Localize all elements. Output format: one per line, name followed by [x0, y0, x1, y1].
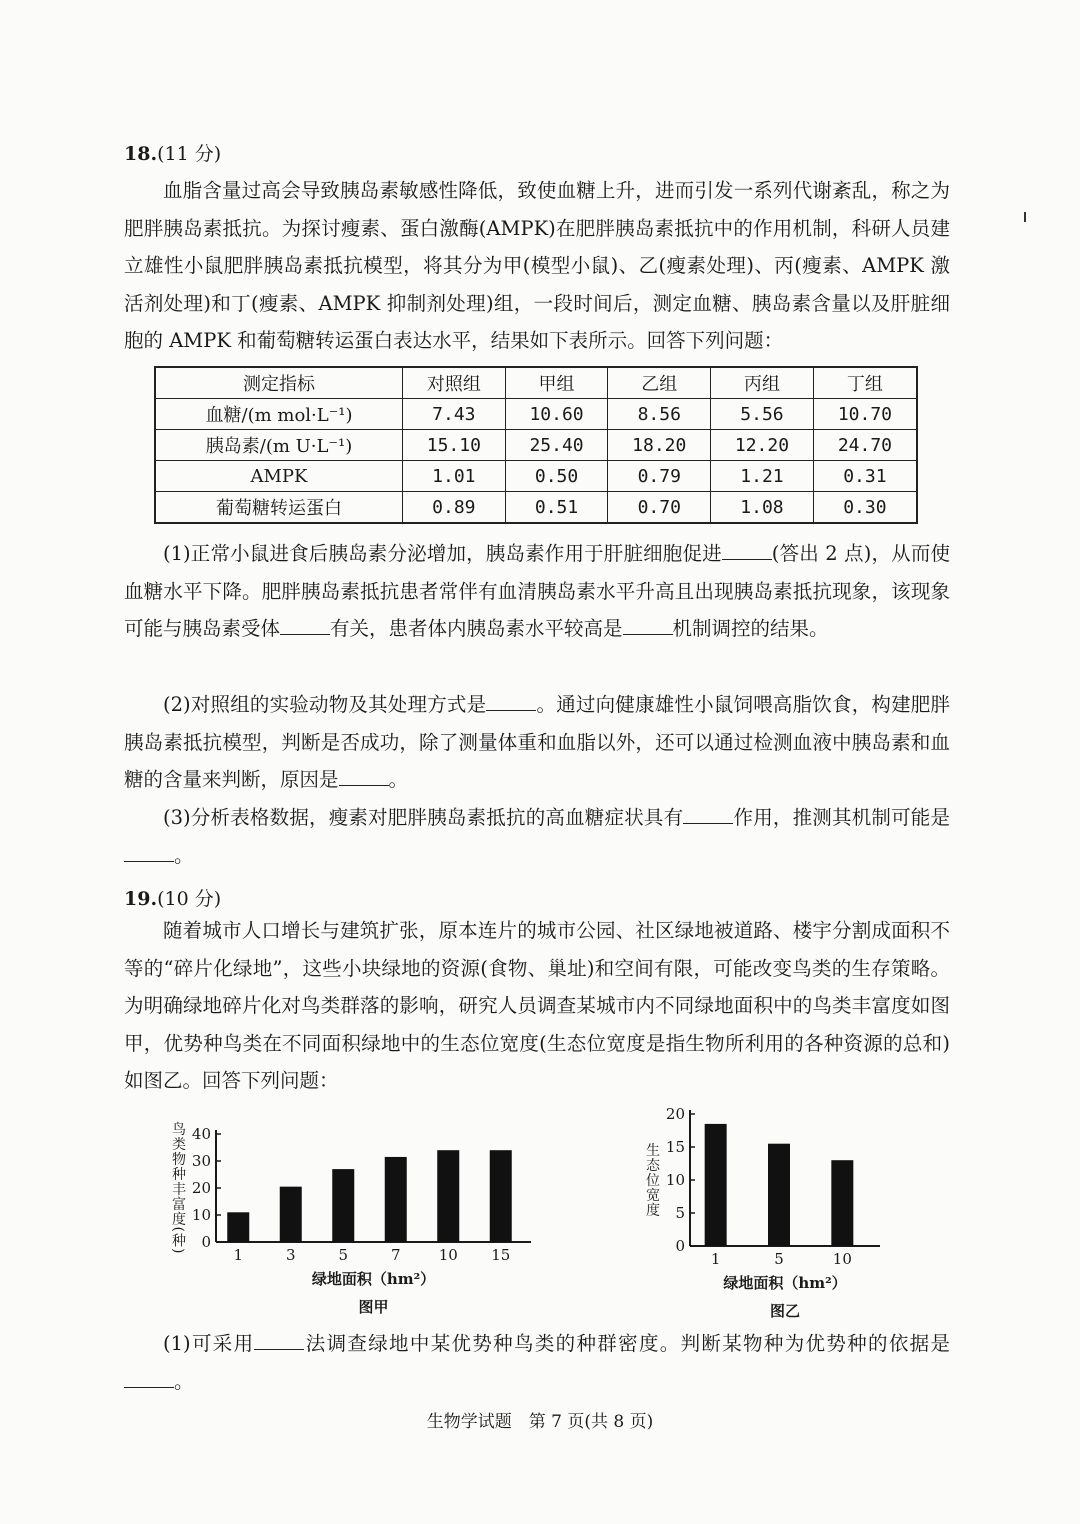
x-tick-label: 1 — [710, 1250, 721, 1268]
subquestion-18-1 — [124, 535, 950, 648]
x-tick-label: 5 — [338, 1246, 349, 1264]
table-header-cell: 测定指标 — [155, 367, 403, 399]
answer-blank[interactable] — [280, 616, 330, 635]
table-row — [155, 461, 917, 492]
answer-blank[interactable] — [722, 541, 772, 560]
question-number: 19. — [124, 888, 158, 910]
subquestion-18-2 — [124, 686, 950, 799]
table-header-cell: 甲组 — [505, 367, 608, 399]
answer-blank[interactable] — [124, 843, 174, 862]
table-row — [155, 430, 917, 461]
table-header-cell: 丁组 — [813, 367, 917, 399]
page-footer: 生物学试题 第 7 页(共 8 页) — [426, 1412, 654, 1432]
x-tick-label: 15 — [491, 1246, 511, 1264]
text-run: 。通过向健康雄性小鼠饲喂高脂饮食，构建肥胖胰岛素抵抗模型，判断是否成功，除了测量体重和血脂以外，还可以通过检测血液中胰岛素和血糖的含量来判断，原因是 — [124, 693, 950, 792]
row-label: 血糖/(m mol·L⁻¹) — [155, 399, 403, 430]
text-run: 有关，患者体内胰岛素水平较高是 — [330, 617, 623, 641]
table-cell: 0.51 — [505, 492, 608, 524]
answer-blank[interactable] — [254, 1331, 304, 1350]
y-tick-label: 0 — [675, 1237, 685, 1255]
answer-blank[interactable] — [486, 692, 536, 711]
bar — [332, 1169, 354, 1242]
table-cell: 5.56 — [711, 399, 814, 430]
question-score: (10 分) — [157, 888, 222, 910]
text-run: (2)对照组的实验动物及其处理方式是 — [163, 693, 487, 716]
x-axis-label: 绿地面积（hm²） — [311, 1270, 436, 1288]
margin-mark — [1024, 212, 1026, 222]
y-tick-label: 5 — [675, 1204, 685, 1222]
y-tick-label: 20 — [191, 1179, 211, 1197]
subquestion-19-1 — [124, 1325, 950, 1400]
bar — [768, 1144, 790, 1246]
bar — [385, 1157, 407, 1242]
question-18-heading — [124, 139, 221, 166]
question-18-intro: 血脂含量过高会导致胰岛素敏感性降低，致使血糖上升，进而引发一系列代谢紊乱，称之为肥胖胰岛素抵抗。为探讨瘦素、蛋白激酶(AMPK)在肥胖胰岛素抵抗中的作用机制，科研人员建立雄性小鼠肥胖胰岛素抵抗模型，将其分为甲(模型小鼠)、乙(瘦素处理)、丙(瘦素、AMPK 激活剂处理)和丁(瘦素、AMPK 抑制剂处理)组，一段时间后，测定血糖、胰岛素含量以及肝脏细胞的 AMPK 和葡萄糖转运蛋白表达水平，结果如下表所示。回答下列问题： — [124, 179, 950, 353]
bar — [705, 1124, 727, 1246]
table-cell: 15.10 — [403, 430, 506, 461]
row-label: 葡萄糖转运蛋白 — [155, 492, 403, 524]
question-number: 18. — [124, 143, 158, 165]
text-run: 机制调控的结果。 — [672, 617, 829, 641]
chart-jia — [160, 1106, 560, 1316]
answer-blank[interactable] — [339, 767, 389, 786]
table-cell: 0.89 — [403, 492, 506, 524]
table-cell: 1.01 — [403, 461, 506, 492]
text-run: 。 — [174, 843, 194, 867]
y-tick-label: 20 — [665, 1105, 685, 1123]
table-cell: 10.70 — [813, 399, 917, 430]
bar — [437, 1150, 459, 1242]
x-axis-label: 绿地面积（hm²） — [723, 1274, 847, 1292]
table-header-row — [155, 367, 917, 399]
row-label: AMPK — [155, 461, 403, 492]
row-label: 胰岛素/(m U·L⁻¹) — [155, 430, 403, 461]
bar — [490, 1150, 512, 1242]
text-run: 作用，推测其机制可能是 — [733, 806, 950, 829]
text-run: (3)分析表格数据，瘦素对肥胖胰岛素抵抗的高血糖症状具有 — [163, 806, 684, 829]
table-cell: 0.30 — [813, 492, 917, 524]
chart-yi — [630, 1096, 910, 1320]
y-tick-label: 30 — [191, 1152, 211, 1170]
bar — [280, 1187, 302, 1242]
table-cell: 18.20 — [608, 430, 711, 461]
text-run: 。 — [388, 768, 409, 792]
table-cell: 7.43 — [403, 399, 506, 430]
x-tick-label: 7 — [390, 1246, 401, 1264]
bar — [831, 1160, 853, 1246]
y-tick-label: 10 — [665, 1171, 685, 1189]
table-header-cell: 乙组 — [608, 367, 711, 399]
text-run: 。 — [174, 1369, 194, 1393]
table-row — [155, 399, 917, 430]
y-tick-label: 10 — [191, 1206, 211, 1224]
table-header-cell: 对照组 — [403, 367, 506, 399]
y-axis-label: 生态位宽度 — [644, 1142, 660, 1218]
answer-blank[interactable] — [124, 1369, 174, 1388]
answer-blank[interactable] — [683, 805, 733, 824]
x-tick-label: 10 — [832, 1250, 852, 1268]
text-run: 法调查绿地中某优势种鸟类的种群密度。判断某物种为优势种的依据是 — [304, 1332, 950, 1355]
x-tick-label: 5 — [774, 1250, 784, 1268]
table-cell: 24.70 — [813, 430, 917, 461]
text-run: (1)可采用 — [163, 1332, 255, 1355]
table-cell: 0.50 — [505, 461, 608, 492]
table-cell: 0.70 — [608, 492, 711, 524]
table-cell: 1.21 — [711, 461, 814, 492]
table-header-cell: 丙组 — [711, 367, 814, 399]
x-tick-label: 10 — [438, 1246, 458, 1264]
table-row — [155, 492, 917, 524]
subquestion-18-3 — [124, 799, 950, 874]
y-axis-label: 鸟类物种丰富度(种) — [170, 1121, 186, 1255]
text-run: (1)正常小鼠进食后胰岛素分泌增加，胰岛素作用于肝脏细胞促进 — [163, 542, 722, 565]
table-cell: 0.79 — [608, 461, 711, 492]
table-cell: 12.20 — [711, 430, 814, 461]
results-table — [154, 366, 918, 524]
question-19-intro: 随着城市人口增长与建筑扩张，原本连片的城市公园、社区绿地被道路、楼宇分割成面积不等的“碎片化绿地”，这些小块绿地的资源(食物、巢址)和空间有限，可能改变鸟类的生存策略。为明确绿地碎片化对鸟类群落的影响，研究人员调查某城市内不同绿地面积中的鸟类丰富度如图甲，优势种鸟类在不同面积绿地中的生态位宽度(生态位宽度是指生物所利用的各种资源的总和)如图乙。回答下列问题： — [124, 919, 950, 1093]
answer-blank[interactable] — [623, 616, 673, 635]
chart-jia-svg — [160, 1106, 560, 1316]
y-tick-label: 40 — [191, 1125, 211, 1143]
y-tick-label: 0 — [201, 1233, 211, 1251]
table-cell: 25.40 — [505, 430, 608, 461]
table-cell: 1.08 — [711, 492, 814, 524]
chart-caption: 图甲 — [358, 1298, 389, 1316]
question-score: (11 分) — [157, 143, 222, 165]
y-tick-label: 15 — [665, 1138, 685, 1156]
x-tick-label: 3 — [285, 1246, 296, 1264]
question-19-heading — [124, 884, 221, 911]
text-run: (答出 2 点)，从而使血糖水平下降。肥胖胰岛素抵抗患者常伴有血清胰岛素水平升高且出现胰岛素抵抗现象，该现象可能与胰岛素受体 — [124, 542, 950, 641]
chart-caption: 图乙 — [769, 1302, 801, 1320]
table-cell: 10.60 — [505, 399, 608, 430]
table-cell: 0.31 — [813, 461, 917, 492]
chart-yi-svg — [630, 1096, 910, 1320]
bar — [227, 1212, 249, 1242]
x-tick-label: 1 — [233, 1246, 244, 1264]
table-cell: 8.56 — [608, 399, 711, 430]
